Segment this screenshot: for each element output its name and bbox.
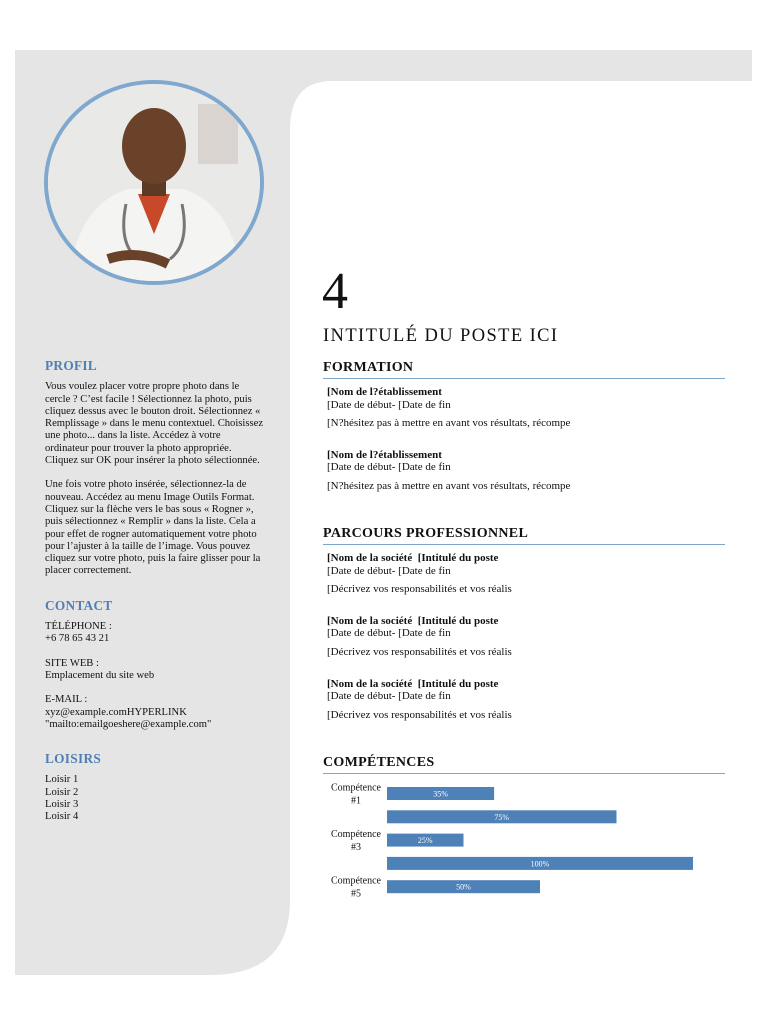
email-value[interactable]: xyz@example.comHYPERLINK <box>45 706 187 718</box>
skills-heading: COMPÉTENCES <box>323 755 725 774</box>
position-title: [Intitulé du poste <box>417 552 499 564</box>
education-dates: [Date de début- [Date de fin <box>327 461 451 474</box>
resume-number: 4 <box>322 263 348 320</box>
phone-label: TÉLÉPHONE : <box>45 621 112 633</box>
profile-paragraph: Vous voulez placer votre propre photo dans le cercle ? C’est facile ! Sélectionnez la photo, puis cliquez dessus avec le bouton droit. Sélectionnez « Remplissage » dans le menu contextuel. Choisissez une photo... dans la liste. Accédez à votre ordinateur pour trouver la photo appropriée. Cliquez sur OK pour insérer la photo sélectionnée. <box>45 381 264 467</box>
profile-heading: PROFIL <box>45 358 98 373</box>
education-heading: FORMATION <box>323 360 725 379</box>
skill-bar-label: 100% <box>530 859 550 869</box>
hobbies-section <box>45 753 265 823</box>
skills-section <box>323 755 725 774</box>
sidebar <box>45 360 265 846</box>
education-details: [N?hésitez pas à mettre en avant vos résultats, récompe <box>327 479 571 492</box>
profile-section <box>45 360 265 578</box>
skill-bar-label: 50% <box>456 882 471 892</box>
contact-section <box>45 597 265 731</box>
email-item <box>45 694 265 731</box>
hobby-item: Loisir 4 <box>45 811 79 823</box>
hobbies-heading: LOISIRS <box>45 751 102 767</box>
experience-dates: [Date de début- [Date de fin <box>327 690 451 703</box>
email-label: E-MAIL : <box>45 694 88 706</box>
website-value[interactable]: Emplacement du site web <box>45 669 155 681</box>
education-section <box>323 360 725 493</box>
hobby-item: Loisir 3 <box>45 799 79 811</box>
experience-heading: PARCOURS PROFESSIONNEL <box>323 526 725 545</box>
education-entry <box>327 386 725 430</box>
contact-heading: CONTACT <box>45 597 113 613</box>
company-name: [Nom de la société <box>327 677 413 690</box>
school-name: [Nom de l?établissement <box>327 448 442 461</box>
education-details: [N?hésitez pas à mettre en avant vos résultats, récompe <box>327 417 571 430</box>
education-entry <box>327 449 725 493</box>
skill-name: Compétence #1 <box>331 782 381 807</box>
phone-value: +6 78 65 43 21 <box>45 633 110 645</box>
experience-entry <box>327 615 725 659</box>
skill-bar-label: 25% <box>417 836 433 846</box>
company-name: [Nom de la société <box>327 614 413 627</box>
school-name: [Nom de l?établissement <box>327 386 442 398</box>
experience-section <box>323 526 725 721</box>
experience-dates: [Date de début- [Date de fin <box>327 564 451 577</box>
skills-chart <box>323 778 725 908</box>
skill-bar-label: 35% <box>433 789 448 799</box>
hobby-item: Loisir 2 <box>45 786 79 798</box>
email-value-cont[interactable]: "mailto:emailgoeshere@example.com" <box>45 718 212 730</box>
skill-name: Compétence #3 <box>331 829 381 854</box>
experience-dates: [Date de début- [Date de fin <box>327 627 451 640</box>
profile-paragraph: Une fois votre photo insérée, sélectionnez-la de nouveau. Accédez au menu Image Outils Format. Cliquez sur la flèche vers le bas sous « Rogner », puis sélectionnez « Remplir » dans la liste. Cela a pour effet de rogner automatiquement votre photo pour l’ajuster à la taille de l’image. Vous pouvez cliquez sur votre photo, puis la faire glisser pour la placer correctement. <box>45 479 261 577</box>
experience-details: [Décrivez vos responsabilités et vos réalis <box>327 708 512 721</box>
hobby-item: Loisir 1 <box>45 774 79 786</box>
website-label: SITE WEB : <box>45 657 99 669</box>
skill-bar-label: 75% <box>494 812 510 822</box>
experience-details: [Décrivez vos responsabilités et vos réalis <box>327 645 512 658</box>
job-header-line <box>327 615 725 628</box>
skill-name: Compétence #5 <box>331 875 381 900</box>
experience-details: [Décrivez vos responsabilités et vos réalis <box>327 583 512 596</box>
profile-photo[interactable] <box>44 80 264 285</box>
experience-entry <box>327 552 725 596</box>
portrait-image <box>48 84 260 281</box>
position-title: [Intitulé du poste <box>417 614 499 627</box>
website-item <box>45 658 265 683</box>
job-title: INTITULÉ DU POSTE ICI <box>323 326 559 346</box>
job-header-line <box>327 678 725 691</box>
position-title: [Intitulé du poste <box>417 677 499 690</box>
company-name: [Nom de la société <box>327 552 413 564</box>
education-dates: [Date de début- [Date de fin <box>327 398 451 411</box>
experience-entry <box>327 678 725 722</box>
job-header-line <box>327 552 725 565</box>
phone-item <box>45 621 265 646</box>
